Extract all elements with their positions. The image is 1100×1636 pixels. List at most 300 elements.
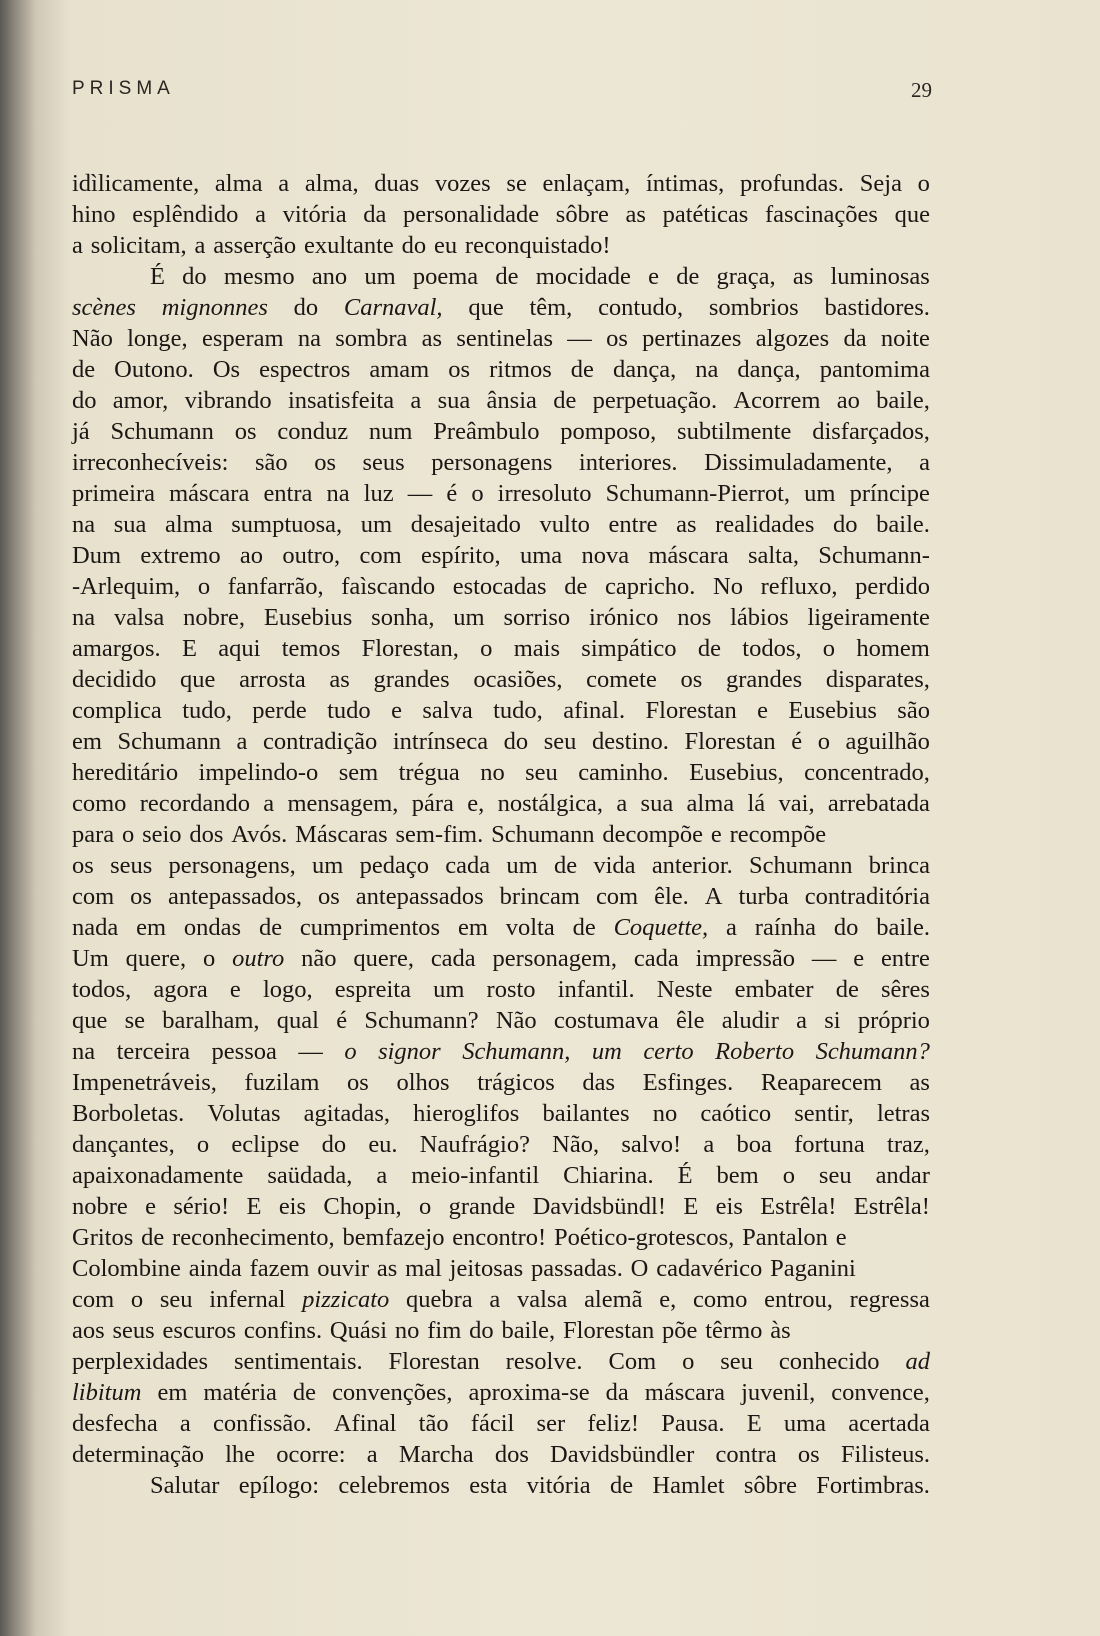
word: fanfarrão, — [227, 573, 324, 600]
word: perdido — [855, 573, 930, 600]
word: êle — [675, 1007, 705, 1034]
word: do — [182, 263, 207, 290]
word: Máscaras — [295, 821, 388, 848]
word: seu — [818, 1162, 852, 1189]
word: si — [824, 1007, 841, 1034]
word: contra — [715, 1441, 777, 1468]
word: e — [648, 263, 659, 290]
word: eis — [278, 1193, 307, 1220]
word: vibrando — [184, 387, 272, 414]
word: uma — [519, 542, 563, 569]
italic-word: outro — [232, 945, 285, 972]
word: as — [676, 511, 697, 538]
word: sério! — [173, 1193, 230, 1220]
word: do — [833, 914, 859, 941]
word: às — [770, 1317, 791, 1344]
word: pantomima — [819, 356, 930, 383]
word: mal — [405, 1255, 442, 1282]
word: do — [503, 728, 529, 755]
word: a — [278, 170, 290, 197]
italic-word: Coquette, — [613, 914, 709, 941]
word: O — [630, 1255, 649, 1282]
word: as — [625, 201, 646, 228]
text-line — [72, 1408, 930, 1439]
word: o — [471, 480, 484, 507]
word: irreconhecíveis: — [72, 449, 229, 476]
word: como — [72, 790, 127, 817]
word: Um — [72, 945, 109, 972]
word: disfarçados, — [812, 418, 930, 445]
word: personagens, — [168, 852, 296, 879]
word: máscara — [644, 1379, 726, 1406]
word: seus — [112, 1317, 155, 1344]
word: os — [347, 1069, 369, 1096]
word: a — [489, 1286, 501, 1313]
word: E — [181, 635, 197, 662]
word: infantil. — [557, 976, 635, 1003]
word: quebra — [406, 1286, 473, 1313]
word: conhecido — [778, 1348, 880, 1375]
word: ocasiões, — [473, 666, 563, 693]
word: cada — [633, 945, 679, 972]
italic-word: mignonnes — [161, 294, 268, 321]
word: irónico — [588, 604, 659, 631]
word: os — [606, 325, 628, 352]
word: do — [293, 294, 319, 321]
word: qual — [276, 1007, 319, 1034]
word: sentir, — [794, 1100, 854, 1127]
word: fim — [427, 1317, 462, 1344]
word: seio — [142, 821, 182, 848]
word: matéria — [203, 1379, 277, 1406]
word: espírito, — [421, 542, 501, 569]
word: outro, — [282, 542, 341, 569]
word: de — [564, 573, 588, 600]
word: a — [796, 1007, 807, 1034]
text-line — [72, 1315, 930, 1346]
word: pedaço — [359, 852, 429, 879]
word: trágicos — [477, 1069, 555, 1096]
text-line — [72, 1439, 930, 1470]
word: ocorre: — [276, 1441, 346, 1468]
word: que — [468, 294, 504, 321]
body-text — [72, 168, 930, 1501]
word: Avós. — [231, 821, 288, 848]
word: é — [446, 480, 458, 507]
word: epílogo: — [238, 1472, 320, 1499]
word: — — [298, 1038, 323, 1065]
text-line — [72, 974, 930, 1005]
word: valsa — [517, 1286, 568, 1313]
word: destino. — [592, 728, 669, 755]
word: solicitam, — [90, 232, 187, 259]
word: ânsia — [486, 387, 537, 414]
word: um — [433, 976, 465, 1003]
text-line — [72, 292, 930, 323]
word: a — [236, 728, 248, 755]
word: primeira — [72, 480, 155, 507]
word: do — [833, 511, 858, 538]
word: do — [401, 232, 427, 259]
word: grandes — [373, 666, 450, 693]
word: êle. — [654, 883, 689, 910]
word: asserção — [213, 232, 297, 259]
word: Dissimuladamente, — [704, 449, 893, 476]
word: o — [197, 573, 211, 600]
word: meio-infantil — [411, 1162, 540, 1189]
word: insatisfeita — [287, 387, 395, 414]
word: alemã — [584, 1286, 643, 1313]
word: costumava — [553, 1007, 659, 1034]
word: todos, — [742, 635, 802, 662]
word: Não, — [552, 1131, 600, 1158]
text-line — [72, 788, 930, 819]
word: as — [909, 1069, 930, 1096]
word: Naufrágio? — [419, 1131, 530, 1158]
word: num — [368, 418, 413, 445]
word: um — [453, 604, 485, 631]
word: já — [72, 418, 90, 445]
word: para — [72, 821, 115, 848]
word: um — [364, 263, 396, 290]
word: hino — [72, 201, 116, 228]
word: perde — [252, 697, 307, 724]
word: arrosta — [239, 666, 306, 693]
word: os — [797, 1441, 820, 1468]
word: Florestan — [684, 728, 776, 755]
word: a — [410, 387, 422, 414]
word: Eusebius — [788, 697, 877, 724]
word: é — [791, 728, 803, 755]
word: a — [726, 914, 737, 941]
word: regressa — [849, 1286, 930, 1313]
word: personagem, — [492, 945, 618, 972]
word: profundas. — [739, 170, 845, 197]
word: bemfazejo — [342, 1224, 445, 1251]
word: de — [553, 852, 578, 879]
word: a — [703, 1131, 715, 1158]
word: máscara — [169, 480, 250, 507]
word: de — [72, 356, 96, 383]
word: Quási — [329, 1317, 388, 1344]
word: Gritos — [72, 1224, 134, 1251]
word: Neste — [656, 976, 713, 1003]
word: eu. — [368, 1131, 398, 1158]
word: máscara — [648, 542, 729, 569]
word: sombra — [335, 325, 408, 352]
word: entrou, — [764, 1286, 833, 1313]
text-line — [72, 323, 930, 354]
word: passadas. — [530, 1255, 623, 1282]
text-line — [72, 881, 930, 912]
text-line — [72, 199, 930, 230]
italic-word: scènes — [72, 294, 136, 321]
word: um — [312, 852, 344, 879]
word: ouvir — [317, 1255, 369, 1282]
word: Filisteus. — [840, 1441, 930, 1468]
word: alma, — [304, 170, 359, 197]
word: ser — [536, 1410, 566, 1437]
word: seus — [110, 852, 153, 879]
word: baile. — [876, 914, 930, 941]
word: Não — [495, 1007, 537, 1034]
word: com — [359, 542, 402, 569]
word: o — [480, 635, 493, 662]
italic-word: libitum — [72, 1379, 142, 1406]
text-line — [72, 354, 930, 385]
word: rosto — [486, 976, 536, 1003]
word: têm, — [529, 294, 573, 321]
word: infernal — [209, 1286, 286, 1313]
word: e — [853, 945, 865, 972]
word: amam — [369, 356, 430, 383]
word: hieroglifos — [413, 1100, 520, 1127]
word: espectros — [259, 356, 351, 383]
word: valsa — [113, 604, 165, 631]
text-line — [72, 1470, 930, 1501]
word: como — [693, 1286, 748, 1313]
text-line — [72, 1377, 930, 1408]
word: Seja — [859, 170, 902, 197]
word: espreita — [334, 976, 411, 1003]
word: sem-fim. — [395, 821, 484, 848]
word: raínha — [754, 914, 816, 941]
page-number: 29 — [911, 78, 932, 102]
word: da — [843, 325, 867, 352]
word: próprio — [857, 1007, 930, 1034]
page-header — [72, 78, 932, 108]
word: vida — [593, 852, 636, 879]
word: Preâmbulo — [433, 418, 540, 445]
word: recompõe — [729, 821, 827, 848]
word: de — [292, 1379, 317, 1406]
word: determinação — [72, 1441, 204, 1468]
word: de — [697, 635, 721, 662]
text-line — [72, 664, 930, 695]
word: se — [124, 1007, 146, 1034]
word: uma — [783, 1410, 827, 1437]
word: luminosas — [830, 263, 930, 290]
word: Davidsbündl! — [532, 1193, 666, 1220]
word: sumptuosa, — [231, 511, 343, 538]
word: os — [448, 356, 471, 383]
word: os — [234, 418, 257, 445]
word: no — [652, 1100, 678, 1127]
word: desfecha — [72, 1410, 158, 1437]
word: salta, — [747, 542, 799, 569]
text-line — [72, 757, 930, 788]
word: E — [746, 1410, 762, 1437]
word: fascinações — [765, 201, 878, 228]
word: personalidade — [403, 201, 540, 228]
text-line — [72, 1253, 930, 1284]
word: o — [419, 1193, 432, 1220]
text-line — [72, 1222, 930, 1253]
word: E — [683, 1193, 699, 1220]
word: Chiarina. — [563, 1162, 654, 1189]
word: dançantes, — [72, 1131, 175, 1158]
word: caótico — [700, 1100, 772, 1127]
word: é — [336, 1007, 348, 1034]
word: faìscando — [341, 573, 436, 600]
word: ligeiramente — [807, 604, 930, 631]
word: decompõe — [602, 821, 704, 848]
word: impelindo-o — [198, 759, 319, 786]
word: agitadas, — [303, 1100, 391, 1127]
word: longe, — [127, 325, 188, 352]
word: as — [792, 263, 814, 290]
word: fuzilam — [244, 1069, 320, 1096]
word: sonha, — [371, 604, 435, 631]
word: os — [130, 883, 152, 910]
word: e — [757, 697, 768, 724]
word: cadavérico — [656, 1255, 763, 1282]
text-line — [72, 571, 930, 602]
word: das — [582, 1069, 616, 1096]
word: vulto — [539, 511, 590, 538]
word: ano — [311, 263, 348, 290]
word: a — [72, 232, 83, 259]
word: Fortimbras. — [816, 1472, 930, 1499]
word: do — [72, 387, 97, 414]
word: amor, — [112, 387, 169, 414]
word: quere, — [125, 945, 187, 972]
word: realidades — [715, 511, 815, 538]
word: dança, — [612, 356, 677, 383]
word: reconhecimento, — [172, 1224, 335, 1251]
word: Schumann — [117, 728, 221, 755]
word: mesmo — [223, 263, 295, 290]
word: ao — [239, 542, 264, 569]
word: Outono. — [114, 356, 194, 383]
word: a — [376, 1162, 388, 1189]
word: ao — [836, 387, 860, 414]
word: Esfinges. — [642, 1069, 734, 1096]
text-line — [72, 633, 930, 664]
word: o — [130, 1286, 144, 1313]
word: esplêndido — [132, 201, 239, 228]
word: Schumann? — [364, 1007, 479, 1034]
word: eu — [433, 232, 458, 259]
word: Florestan — [563, 1317, 655, 1344]
word: caminho. — [578, 759, 669, 786]
word: acertada — [848, 1410, 930, 1437]
text-line — [72, 168, 930, 199]
word: de — [572, 914, 596, 941]
text-line — [72, 912, 930, 943]
word: escuros — [162, 1317, 237, 1344]
word: do — [321, 1131, 347, 1158]
word: em — [457, 914, 488, 941]
word: que — [180, 666, 216, 693]
word: turba — [738, 883, 789, 910]
word: Schumann — [749, 852, 853, 879]
word: Florestan — [388, 1348, 480, 1375]
word: do — [469, 1317, 494, 1344]
word: intrínseca — [392, 728, 489, 755]
word: baile, — [501, 1317, 556, 1344]
word: em — [136, 914, 167, 941]
italic-word: ad — [905, 1348, 930, 1375]
word: agora — [153, 976, 208, 1003]
word: sentimentais. — [234, 1348, 363, 1375]
word: sua — [113, 511, 147, 538]
text-line — [72, 1284, 930, 1315]
italic-word: o — [344, 1038, 357, 1065]
word: É — [677, 1162, 693, 1189]
word: alma — [165, 511, 213, 538]
word: Acorrem — [733, 387, 821, 414]
word: a — [919, 449, 930, 476]
word: traz, — [887, 1131, 930, 1158]
word: Pausa. — [661, 1410, 725, 1437]
word: entre — [608, 511, 658, 538]
word: Schumann — [110, 418, 214, 445]
word: graça, — [716, 263, 776, 290]
word: brinca — [868, 852, 930, 879]
text-line — [72, 1036, 930, 1067]
word: disparates, — [825, 666, 930, 693]
word: encontro! — [452, 1224, 547, 1251]
word: vozes — [434, 170, 491, 197]
word: vai, — [778, 790, 815, 817]
word: boa — [736, 1131, 772, 1158]
word: saüdada, — [267, 1162, 353, 1189]
word: dos — [494, 1441, 529, 1468]
word: vitória — [526, 1472, 591, 1499]
word: ainda — [188, 1255, 242, 1282]
word: olhos — [396, 1069, 450, 1096]
word: em — [72, 728, 102, 755]
word: Hamlet — [652, 1472, 725, 1499]
text-line — [72, 726, 930, 757]
word: aqui — [218, 635, 261, 662]
word: noite — [880, 325, 930, 352]
word: nos — [677, 604, 712, 631]
word: E — [246, 1193, 262, 1220]
word: se — [506, 170, 527, 197]
word: são — [254, 449, 288, 476]
word: grande — [448, 1193, 516, 1220]
word: algozes — [755, 325, 830, 352]
word: nobre — [72, 1193, 128, 1220]
word: lábios — [730, 604, 789, 631]
word: na — [297, 325, 321, 352]
word: aguilhão — [845, 728, 930, 755]
word: feliz! — [587, 1410, 639, 1437]
word: íntimas, — [645, 170, 725, 197]
word: sêres — [880, 976, 930, 1003]
word: sôbre — [743, 1472, 797, 1499]
word: de — [141, 1224, 165, 1251]
word: convence, — [831, 1379, 930, 1406]
word: extremo — [140, 542, 221, 569]
word: concentrado, — [804, 759, 930, 786]
text-line — [72, 416, 930, 447]
word: da — [605, 1379, 629, 1406]
word: lá — [747, 790, 766, 817]
word: na — [72, 1038, 96, 1065]
word: idìlicamente, — [72, 170, 200, 197]
word: amargos. — [72, 635, 161, 662]
word: Chopin, — [323, 1193, 402, 1220]
word: contraditória — [804, 883, 930, 910]
word: alma — [214, 170, 263, 197]
word: de — [835, 976, 859, 1003]
word: de — [553, 387, 577, 414]
word: o — [682, 1348, 695, 1375]
word: os — [314, 449, 336, 476]
